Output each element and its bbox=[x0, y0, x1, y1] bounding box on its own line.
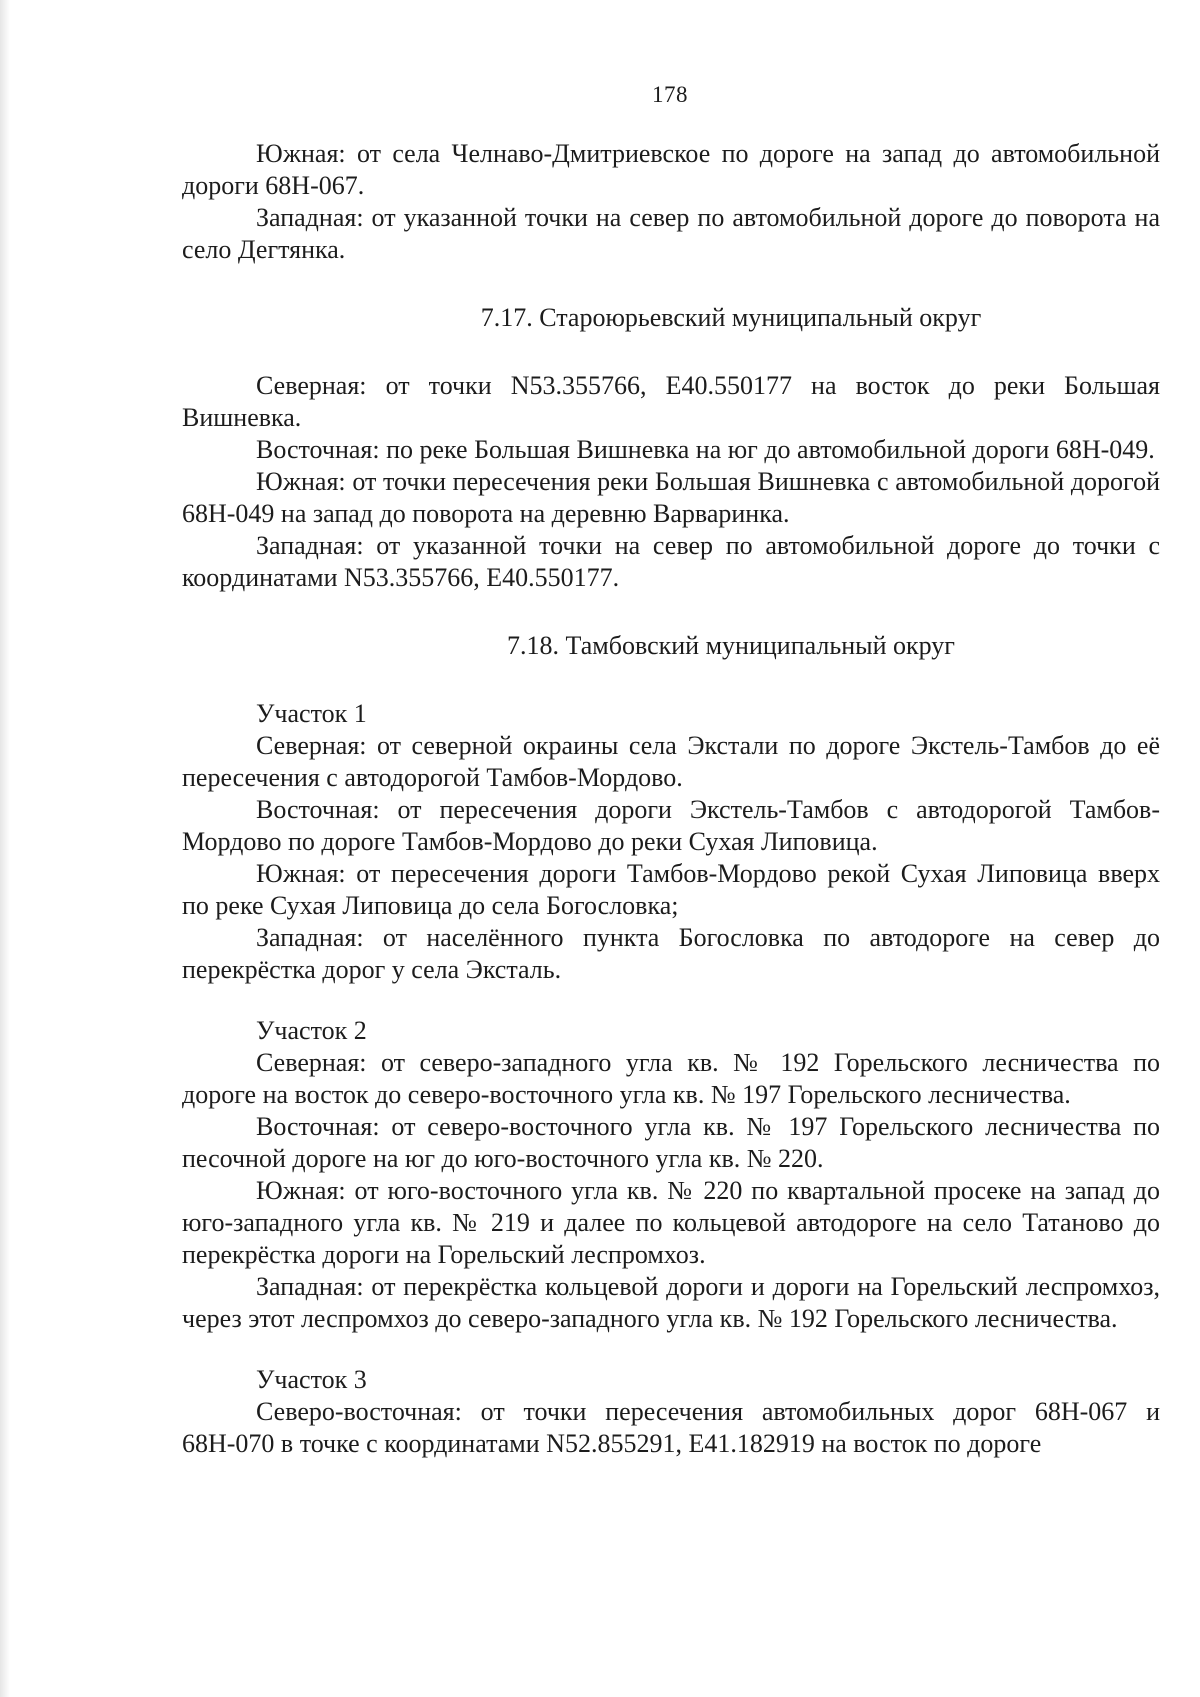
prev-south-paragraph: Южная: от села Челнаво-Дмитриевское по дороге на запад до автомобильной дороги 68Н-067. bbox=[182, 139, 1160, 200]
section-paragraph: Южная: от точки пересечения реки Большая Вишневка с автомобильной дорогой 68Н-049 на запад до поворота на деревню Варваринка. bbox=[182, 467, 1160, 528]
plot-paragraph: Южная: от юго-восточного угла кв. № 220 по квартальной просеке на запад до юго-западного угла кв. № 219 и далее по кольцевой автодороге на село Татаново до перекрёстка дороги на Горельский леспромхоз. bbox=[182, 1176, 1160, 1269]
plot-label: Участок 2 bbox=[256, 1016, 367, 1045]
plot-paragraph: Восточная: от северо-восточного угла кв. № 197 Горельского лесничества по песочной дороге на юг до юго-восточного угла кв. № 220. bbox=[182, 1112, 1160, 1173]
plot-paragraph: Северная: от северо-западного угла кв. № 192 Горельского лесничества по дороге на восток до северо-восточного угла кв. № 197 Горельского лесничества. bbox=[182, 1048, 1160, 1109]
plot-paragraph: Западная: от населённого пункта Богословка по автодороге на север до перекрёстка дорог у села Эксталь. bbox=[182, 923, 1160, 984]
plot-paragraph: Южная: от пересечения дороги Тамбов-Мордово рекой Сухая Липовица вверх по реке Сухая Липовица до села Богословка; bbox=[182, 859, 1160, 920]
plot-label: Участок 1 bbox=[256, 699, 367, 728]
section-paragraph: Северная: от точки N53.355766, E40.550177 на восток до реки Большая Вишневка. bbox=[182, 371, 1160, 432]
plot-paragraph: Северо-восточная: от точки пересечения автомобильных дорог 68Н-067 и 68Н-070 в точке с координатами N52.855291, E41.182919 на восток по дороге bbox=[182, 1397, 1160, 1458]
section-heading: 7.18. Тамбовский муниципальный округ bbox=[507, 631, 955, 660]
prev-west-paragraph: Западная: от указанной точки на север по автомобильной дороге до поворота на село Дегтянка. bbox=[182, 203, 1160, 264]
plot-paragraph: Западная: от перекрёстка кольцевой дороги и дороги на Горельский леспромхоз, через этот леспромхоз до северо-западного угла кв. № 192 Горельского лесничества. bbox=[182, 1272, 1160, 1333]
section-heading: 7.17. Староюрьевский муниципальный округ bbox=[480, 303, 982, 332]
page-number: 178 bbox=[652, 82, 688, 107]
plot-paragraph: Северная: от северной окраины села Экстали по дороге Экстель-Тамбов до её пересечения с автодорогой Тамбов-Мордово. bbox=[182, 731, 1160, 792]
scan-edge-shadow bbox=[0, 0, 10, 1697]
section-paragraph: Западная: от указанной точки на север по автомобильной дороге до точки с координатами N53.355766, E40.550177. bbox=[182, 531, 1160, 592]
document-body bbox=[182, 138, 1160, 1460]
plot-paragraph: Восточная: от пересечения дороги Экстель-Тамбов с автодорогой Тамбов-Мордово по дороге Тамбов-Мордово до реки Сухая Липовица. bbox=[182, 795, 1160, 856]
plot-label: Участок 3 bbox=[256, 1365, 367, 1394]
section-paragraph: Восточная: по реке Большая Вишневка на юг до автомобильной дороги 68Н-049. bbox=[256, 435, 1155, 464]
